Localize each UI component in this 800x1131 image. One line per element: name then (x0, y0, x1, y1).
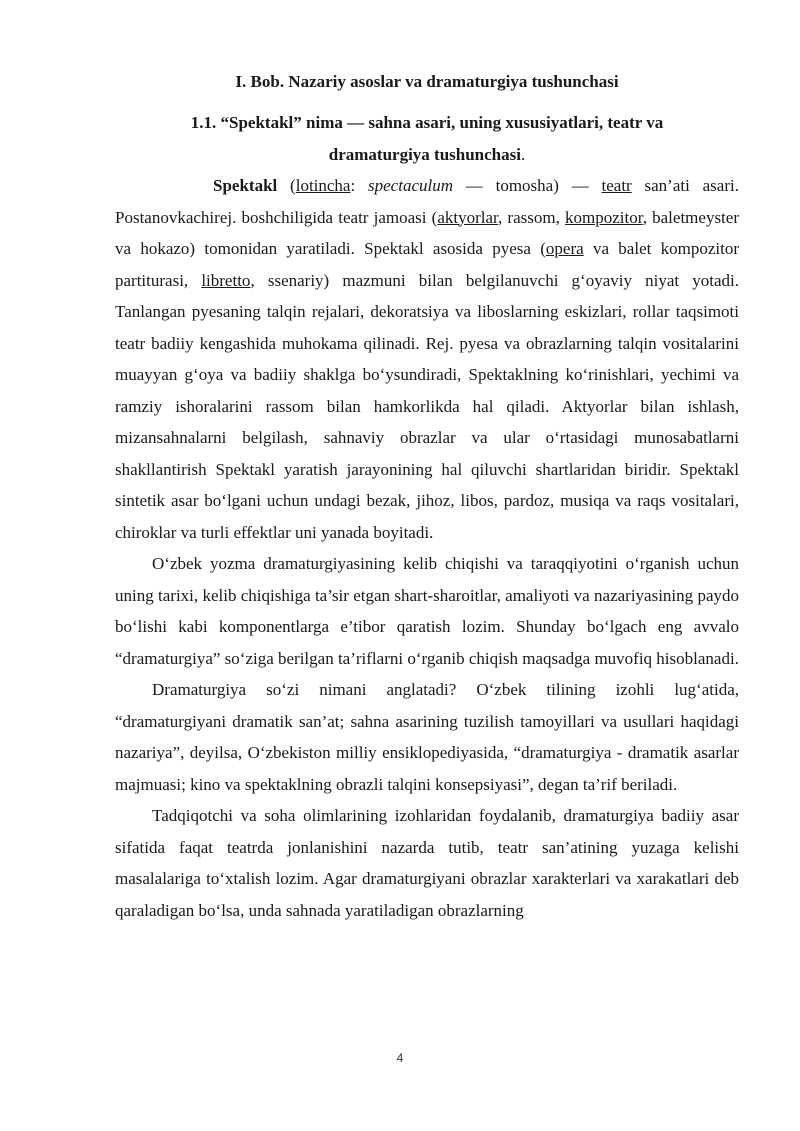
text-run: , baletmeyster va hokazo) tomonidan yaratiladi. Spektakl asosida pyesa ( (115, 207, 739, 258)
text-run: san’ati asari. Postanovkachirej. boshchiligida teatr jamoasi ( (115, 176, 739, 227)
term-spektakl: Spektakl (213, 176, 278, 195)
paragraph-researchers: Tadqiqotchi va soha olimlarining izohlaridan foydalanib, dramaturgiya badiiy asar sifatida faqat teatrda jonlanishini nazarda tutib, teatr san’atining yuzaga kelishi masalalariga to‘xtalish lozim. Agar dramaturgiyani obrazlar xarakterlari va xarakatlari deb qaraladigan bo‘lsa, unda sahnada yaratiladigan obrazlarning (115, 806, 739, 920)
text-run: : (350, 176, 369, 195)
text-run: — tomosha) — (453, 176, 602, 195)
text-run: va balet kompozitor partiturasi, (115, 239, 740, 290)
latin-term: spectaculum (368, 176, 453, 195)
link-teatr[interactable]: teatr (601, 176, 632, 195)
paragraph-dramaturgy-origins: O‘zbek yozma dramaturgiyasining kelib chiqishi va taraqqiyotini o‘rganish uchun uning tarixi, kelib chiqishiga ta’sir etgan shart-sharoitlar, amaliyoti va nazariyasining paydo bo‘lishi kabi komponentlarga e’tibor qaratish lozim. Shunday bo‘lgach eng avvalo “dramaturgiya” so‘ziga berilgan ta’riflarni o‘rganib chiqish maqsadga muvofiq hisoblanadi. (115, 554, 739, 668)
link-aktyorlar[interactable]: aktyorlar (437, 207, 499, 227)
chapter-heading: I. Bob. Nazariy asoslar va dramaturgiya tushunchasi (235, 72, 619, 91)
text-run: , rassom, (498, 207, 566, 227)
section-heading (115, 107, 739, 170)
section-heading-line1: 1.1. “Spektakl” nima — sahna asari, uning xususiyatlari, teatr va (190, 113, 664, 132)
link-opera[interactable]: opera (545, 239, 584, 258)
paragraph-spektakl-definition (115, 170, 739, 548)
link-libretto[interactable]: libretto (201, 270, 251, 290)
text-run: ( (277, 176, 296, 195)
paragraph-dramaturgy-meaning: Dramaturgiya so‘zi nimani anglatadi? O‘zbek tilining izohli lug‘atida, “dramaturgiyani dramatik san’at; sahna asarining tuzilish tamoyillari va usullari haqidagi nazariya”, deyilsa, O‘zbekiston milliy ensiklopediyasida, “dramaturgiya - dramatik asarlar majmuasi; kino va spektaklning obrazli talqini konsepsiyasi”, degan ta’rif beriladi. (115, 680, 739, 794)
link-lotincha[interactable]: lotincha (295, 176, 351, 195)
text-run: , ssenariy) mazmuni bilan belgilanuvchi g‘oyaviy niyat yotadi. Tanlangan pyesaning talqin rejalari, dekoratsiya va liboslarning eskizlari, rollar taqsimoti teatr badiiy kengashida muhokama qilinadi. Rej. pyesa va obrazlarning talqin vositalarini muayyan g‘oya va badiiy shaklga bo‘ysundiradi, Spektaklning ko‘rinishlari, yechimi va ramziy ishoralarini rassom bilan hamkorlikda hal qiladi. Aktyorlar bilan ishlash, mizansahnalarni belgilash, sahnaviy obrazlar va ular o‘rtasidagi munosabatlarni shakllantirish Spektakl yaratish jarayonining hal qiluvchi shartlaridan biridir. Spektakl sintetik asar bo‘lgani uchun undagi bezak, jihoz, libos, pardoz, musiqa va raqs vositalari, chiroklar va turli effektlar uni yanada boyitadi. (115, 270, 740, 542)
link-kompozitor[interactable]: kompozitor (565, 207, 643, 227)
section-heading-line2: dramaturgiya tushunchasi (328, 144, 521, 164)
page-number: 4 (396, 1051, 404, 1065)
section-heading-period: . (520, 144, 526, 164)
